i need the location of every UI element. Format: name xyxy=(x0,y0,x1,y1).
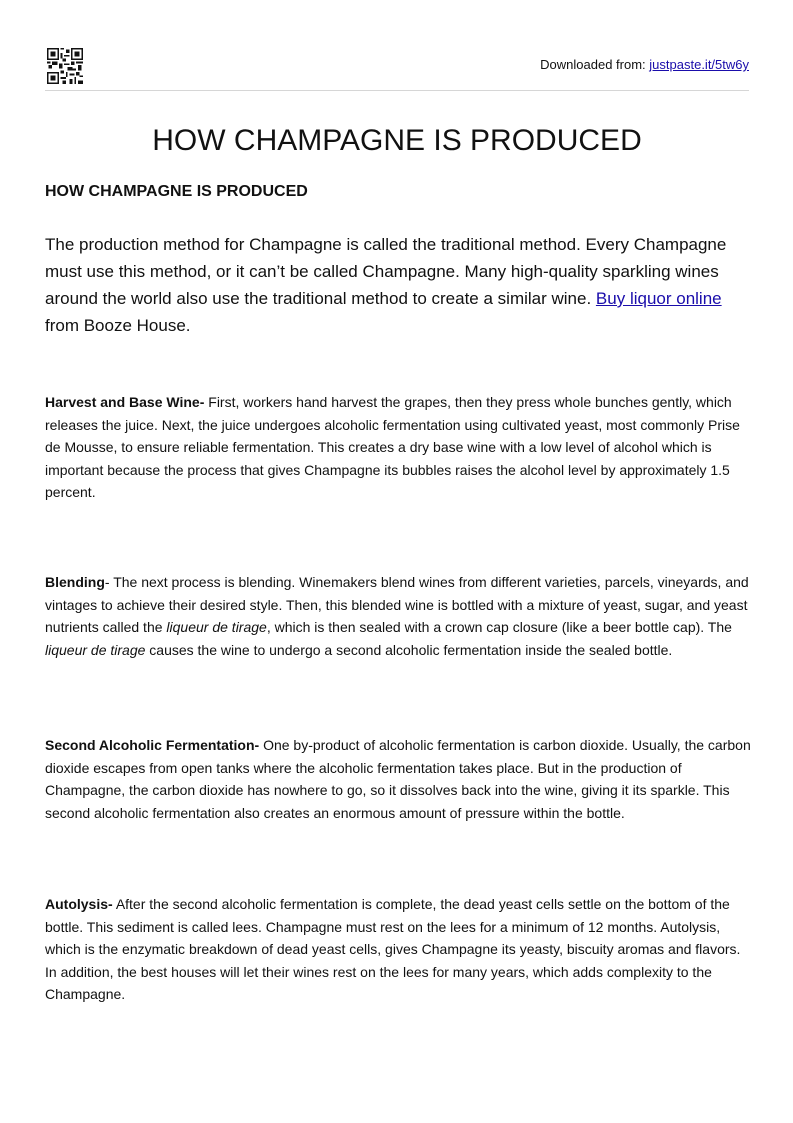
section-autolysis xyxy=(45,893,751,1006)
intro-paragraph xyxy=(45,231,750,339)
buy-liquor-link[interactable]: Buy liquor online xyxy=(595,289,722,308)
page-title: HOW CHAMPAGNE IS PRODUCED xyxy=(152,124,642,157)
section-blending xyxy=(45,571,751,661)
section-harvest xyxy=(45,391,751,504)
section-heading: Blending xyxy=(45,574,105,590)
page-subtitle: HOW CHAMPAGNE IS PRODUCED xyxy=(45,183,308,200)
section-heading: Harvest and Base Wine- xyxy=(45,394,205,410)
section-text: causes the wine to undergo a second alcoholic fermentation inside the sealed bottle. xyxy=(149,641,673,658)
section-heading: Autolysis- xyxy=(45,896,113,912)
section-text: One by-product of alcoholic fermentation is carbon dioxide. Usually, the carbon dioxide escapes from open tanks where the alcoholic fermentation takes place. But in the production of Champagne, the carbon dioxide has nowhere to go, so it dissolves back into the wine, giving it its sparkle. This second alcoholic fermentation also creates an enormous amount of pressure within the bottle. xyxy=(45,737,751,821)
qr-code-icon xyxy=(47,48,83,84)
intro-text: The production method for Champagne is called the traditional method. Every Champagne must use this method, or it can’t be called Champagne. Many high-quality sparkling wines around the world also use the traditional method to create a similar wine. xyxy=(45,235,727,308)
section-text: , which is then sealed with a crown cap closure (like a beer bottle cap). The xyxy=(266,619,732,635)
intro-text-after: from Booze House. xyxy=(45,316,191,335)
source-link[interactable]: justpaste.it/5tw6y xyxy=(649,57,749,72)
section-text: First, workers hand harvest the grapes, then they press whole bunches gently, which releases the juice. Next, the juice undergoes alcoholic fermentation using cultivated yeast, most commonly Prise de Mousse, to ensure reliable fermentation. This creates a dry base wine with a low level of alcohol which is important because the process that gives Champagne its bubbles raises the alcohol level by approximately 1.5 percent. xyxy=(45,394,740,500)
downloaded-from xyxy=(540,57,749,72)
page-header xyxy=(45,46,749,91)
term-liqueur-de-tirage: liqueur de tirage xyxy=(166,619,267,635)
term-liqueur-de-tirage: liqueur de tirage xyxy=(45,641,146,658)
section-second-fermentation xyxy=(45,734,751,824)
section-text: - The next process is blending. Winemakers blend wines from different varieties, parcels, vineyards, and vintages to achieve their desired style. Then, this blended wine is bottled with a mixture of yeast, sugar, and yeast nutrients called the xyxy=(45,574,749,635)
section-text: After the second alcoholic fermentation is complete, the dead yeast cells settle on the bottom of the bottle. This sediment is called lees. Champagne must rest on the lees for a minimum of 12 months. Autolysis, which is the enzymatic breakdown of dead yeast cells, gives Champagne its yeasty, biscuity aromas and flavors. In addition, the best houses will let their wines rest on the lees for many years, which adds complexity to the Champagne. xyxy=(45,896,741,1002)
downloaded-label: Downloaded from: xyxy=(540,57,646,72)
section-heading: Second Alcoholic Fermentation- xyxy=(45,737,260,753)
